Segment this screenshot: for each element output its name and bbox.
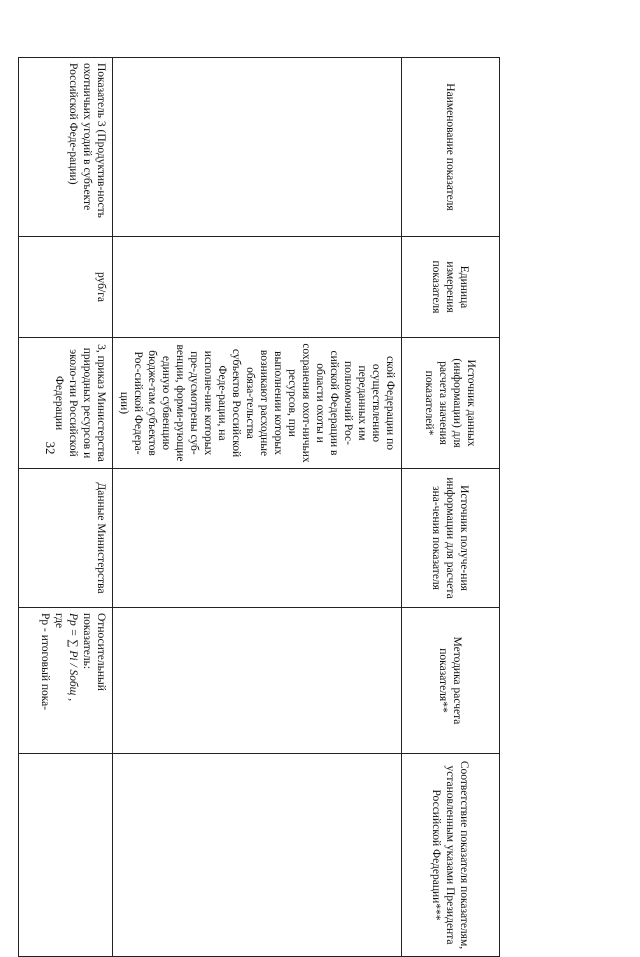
cell-unit: руб/га — [19, 237, 113, 338]
header-info-source: Источник получе-ния информации для расчета зна-чения показателя — [402, 469, 500, 608]
method-intro: Относительный показатель: — [81, 613, 107, 691]
table-row — [113, 58, 402, 957]
cell-empty — [113, 469, 402, 608]
cell-empty — [113, 237, 402, 338]
header-method: Методика расчета показателя** — [402, 608, 500, 754]
cell-data-source: 3, приказ Министерства природных ресурсов и эколо-гии Российской Федерации — [19, 338, 113, 469]
table-row — [19, 58, 113, 957]
cell-empty — [113, 754, 402, 957]
table-header-row — [402, 58, 500, 957]
cell-empty — [113, 58, 402, 237]
cell-data-source-continuation: ской Федерации по осуществлению переданных им полномочий Рос-сийской Федерации в области охоты и сохранения охот-ничьих ресурсов, при выполнении которых возникают расходные обяза-тельства субъектов Российской Феде-рации, на исполне-ние которых пре-дусмотрены суб-венции, форми-рующие единую субвенцию бюдже-там субъектов Рос-сийской Федера-ции) — [113, 338, 402, 469]
cell-indicator-name: Показатель 3 (Продуктив-ность охотничьих угодий в субъекте Российской Феде-рации) — [19, 58, 113, 237]
page-number: 32 — [43, 441, 58, 455]
cell-info-source: Данные Министерства — [19, 469, 113, 608]
header-decree-compliance: Соответствие показателя показателям, установленным указами Президента Российской Федерации*** — [402, 754, 500, 957]
method-formula: Pр = ∑ Pi / Sобщ , — [67, 613, 79, 702]
header-indicator-name: Наименование показателя — [402, 58, 500, 237]
header-unit: Единица измерения показателя — [402, 237, 500, 338]
method-where: где — [53, 613, 65, 629]
cell-empty — [113, 608, 402, 754]
indicators-table — [18, 57, 500, 957]
cell-empty — [19, 754, 113, 957]
cell-method — [19, 608, 113, 754]
method-tail: Pр - итоговый пока- — [39, 613, 51, 711]
header-data-source: Источник данных (информации) для расчета значения показателей* — [402, 338, 500, 469]
